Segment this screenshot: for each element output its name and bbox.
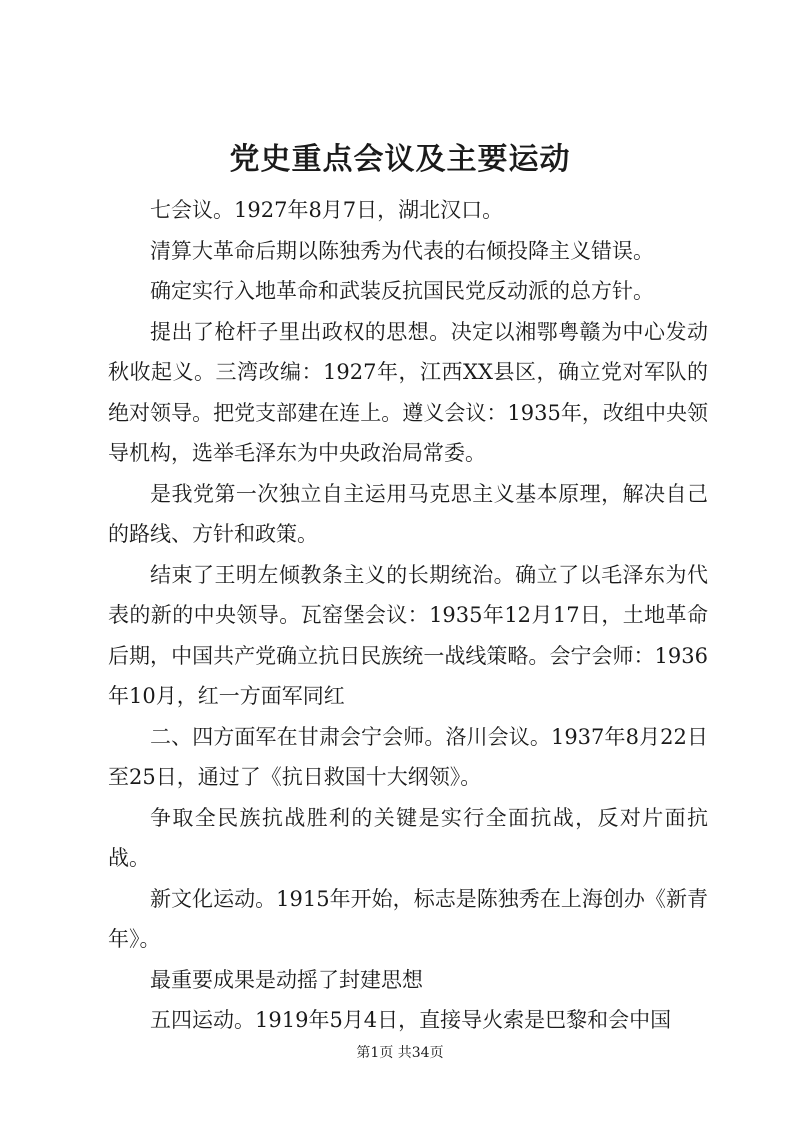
- paragraph: 争取全民族抗战胜利的关键是实行全面抗战，反对片面抗战。: [108, 805, 708, 870]
- paragraph: 最重要成果是动摇了封建思想: [150, 967, 423, 992]
- paragraph: 七会议。1927年8月7日，湖北汉口。: [150, 198, 504, 222]
- paragraph: 新文化运动。1915年开始，标志是陈独秀在上海创办《新青年》。: [108, 886, 708, 951]
- paragraph: 二、四方面军在甘肃会宁会师。洛川会议。1937年8月22日至25日，通过了《抗日救国十大纲领》。: [108, 724, 708, 789]
- paragraph: 结束了王明左倾教条主义的长期统治。确立了以毛泽东为代表的新的中央领导。瓦窑堡会议：1935年12月17日，土地革命后期，中国共产党确立抗日民族统一战线策略。会宁会师：1936年10月，红一方面军同红: [108, 562, 708, 708]
- paragraph: 提出了枪杆子里出政权的思想。决定以湘鄂粤赣为中心发动秋收起义。三湾改编：1927年，江西XX县区，确立党对军队的绝对领导。把党支部建在连上。遵义会议：1935年，改组中央领导机构，选举毛泽东为中央政治局常委。: [108, 319, 708, 465]
- document-title: 党史重点会议及主要运动: [229, 142, 571, 177]
- paragraph: 确定实行入地革命和武装反抗国民党反动派的总方针。: [150, 279, 654, 303]
- page-number-footer: 第1页 共34页: [356, 1045, 444, 1061]
- paragraph: 是我党第一次独立自主运用马克思主义基本原理，解决自己的路线、方针和政策。: [108, 481, 708, 546]
- paragraph: 五四运动。1919年5月4日，直接导火索是巴黎和会中国: [150, 1008, 672, 1032]
- document-body: [108, 190, 708, 1041]
- paragraph: 清算大革命后期以陈独秀为代表的右倾投降主义错误。: [150, 238, 654, 263]
